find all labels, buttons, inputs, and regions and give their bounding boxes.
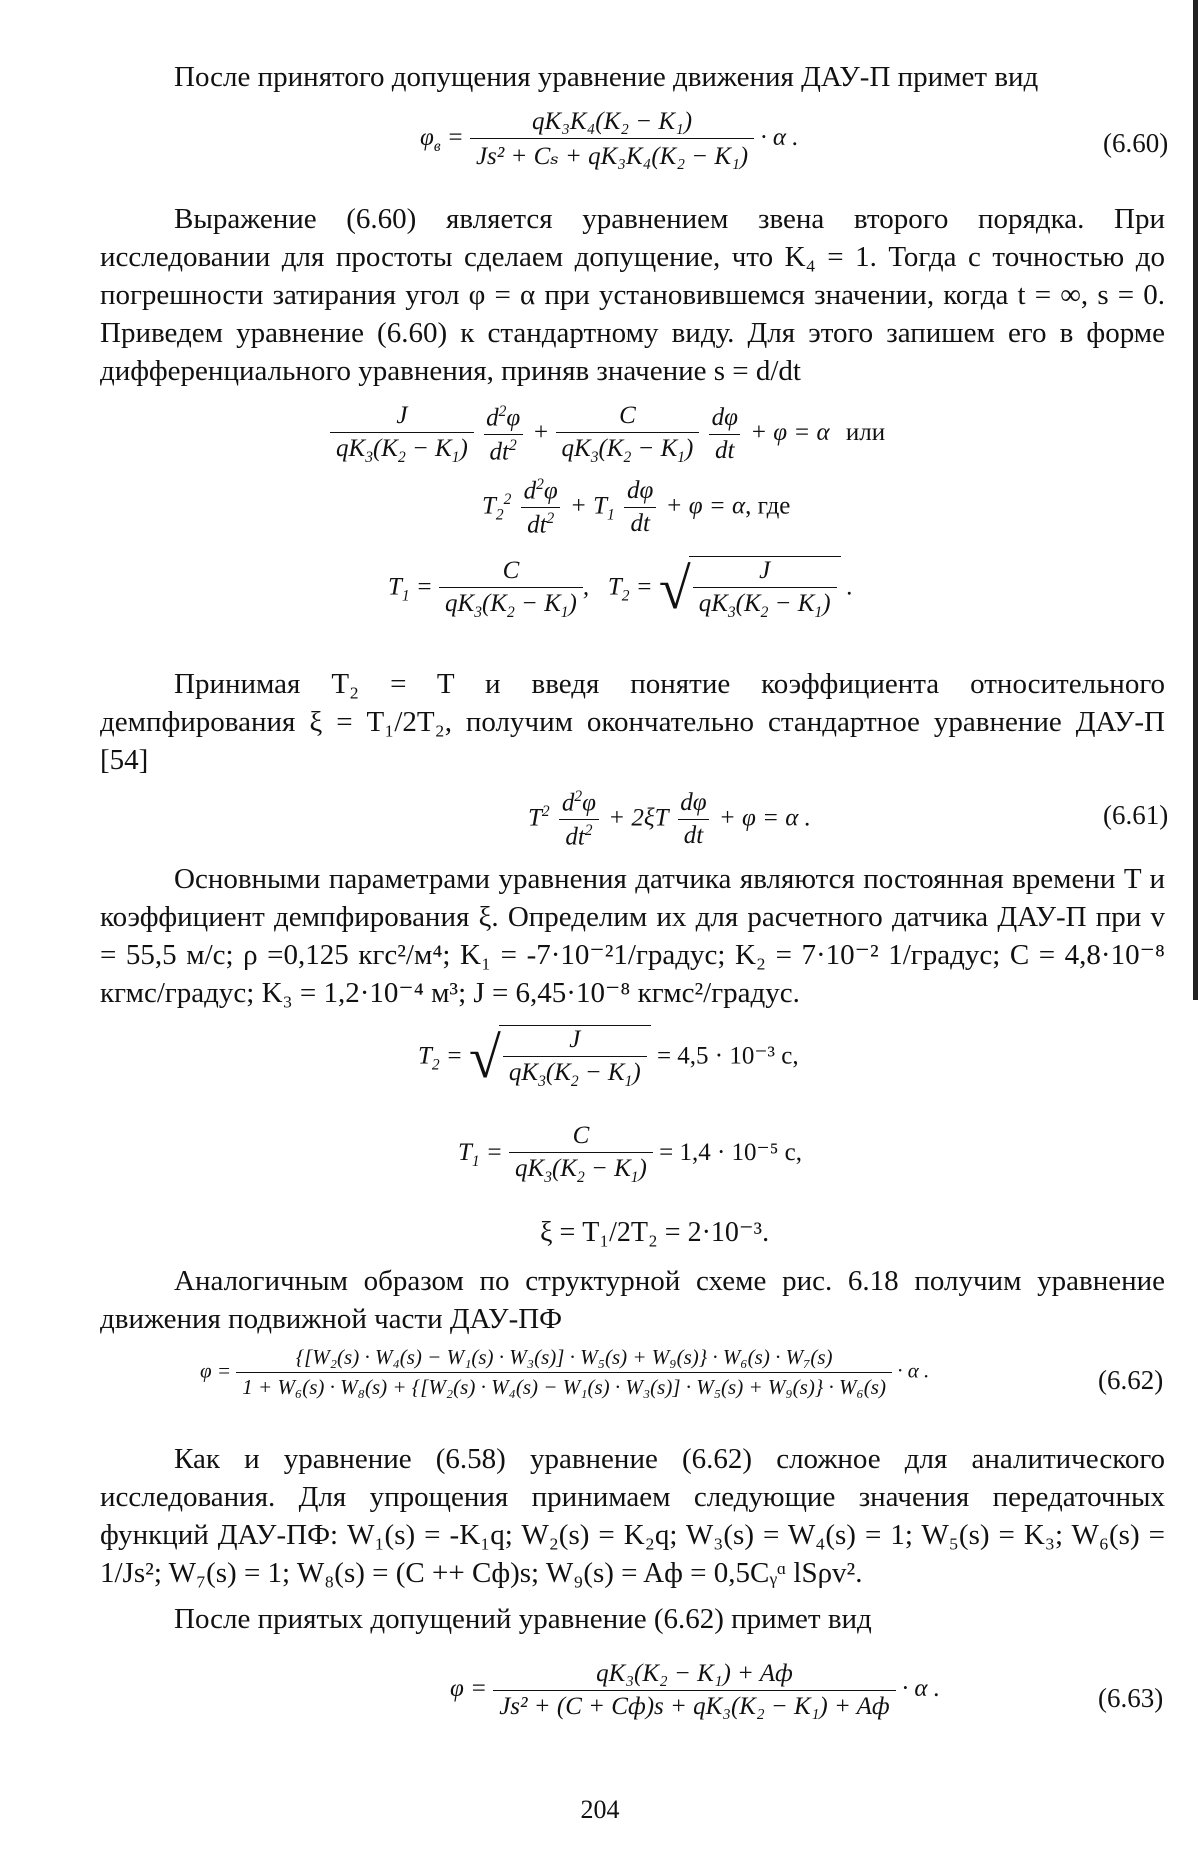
eq660-numerator: qK₃K₄(K₂ − K₁) — [532, 108, 693, 135]
equation-label-6-62: (6.62) — [1098, 1365, 1164, 1395]
equation-6-62: φ = {[W₂(s) · W₄(s) − W₁(s) · W₃(s)] · W₅(s) + W₉(s)} · W₆(s) · W₇(s) 1 + W₆(s) · W₈(s) + {[W₂(s) · W₄(s) − W₁(s) · W₃(s)] · W₅(s) + W₉(s)} · W₆(s) · α . — [200, 1345, 930, 1399]
equation-6-61: $T^2$ $\frac{d^2\varphi}{dt^2}$ + 2ξT $\frac{d\varphi}{dt}$ + φ = α . — [528, 788, 811, 851]
paragraph-parameters: Основными параметрами уравнения датчика являются постоянная времени T и коэффициент демпфирования ξ. Определим их для расчетного датчика ДАУ-П при v = 55,5 м/с; ρ =0,125 кгс²/м⁴; K₁ = -7·10⁻²1/градус; K₂ = 7·10⁻² 1/градус; C = 4,8·10⁻⁸ кгмс/градус; K₃ = 1,2·10⁻⁴ м³; J = 6,45·10⁻⁸ кгмс²/градус. — [100, 863, 1165, 1009]
eq663-numerator: qK₃(K₂ − K₁) + Aф — [596, 1660, 793, 1687]
equation-time-constants: $T_2^2$ $\frac{d^2\varphi}{dt^2}$ + $T_1$ $\frac{d\varphi}{dt}$ + φ = α, где — [482, 476, 791, 539]
equation-6-60: $\varphi_в$ = $\frac{\text{qK₃K₄(K₂ − K₁)}}{\text{Js² + Cₛ + qK₃K₄(K₂ − K₁)}}$ · α . — [420, 108, 799, 170]
equation-6-63: φ = $\frac{\text{qK₃(K₂ − K₁) + Aф}}{\text{Js² + (C + Cф)s + qK₃(K₂ − K₁) + Aф}}$ · α . — [450, 1660, 941, 1720]
equation-t1-t2-definitions: $T_1$ = $\frac{C}{qK_3(K_2 - K_1)}$ , $T_2$ = √ $\frac{J}{qK_3(K_2 - K_1)}$ . — [388, 556, 854, 621]
equation-t1-value: $T_1$ = $\frac{C}{qK_3(K_2 - K_1)}$ = 1,4 · 10⁻⁵ c, — [458, 1122, 803, 1186]
text-where: , где — [745, 492, 791, 520]
paragraph-second-order: Выражение (6.60) является уравнением звена второго порядка. При исследовании для простоты сделаем допущение, что K₄ = 1. Тогда с точностью до погрешности затирания угол φ = α при установившемся значении, когда t = ∞, s = 0. Приведем уравнение (6.60) к стандартному виду. Для этого запишем его в форме дифференциального уравнения, приняв значение s = d/dt — [100, 203, 1165, 387]
paragraph-damping: Принимая T₂ = T и введя понятие коэффициента относительного демпфирования ξ = T₁/2T₂, получим окончательно стандартное уравнение ДАУ-П [54] — [100, 668, 1165, 776]
equation-xi-value: ξ = T₁/2T₂ = 2·10⁻³. — [540, 1217, 770, 1248]
equation-differential: $\frac{J}{qK_3(K_2 - K_1)}$ $\frac{d^2\varphi}{dt^2}$ + $\frac{C}{qK_3(K_2 - K_1)}$ $\frac{d\varphi}{dt}$ + φ = α или — [330, 402, 885, 467]
scan-edge — [1193, 0, 1198, 1000]
equation-t2-value: $T_2$ = √ $\frac{J}{qK_3(K_2 - K_1)}$ = 4,5 · 10⁻³ c, — [418, 1025, 799, 1090]
eq663-denominator: Js² + (C + Cф)s + qK₃(K₂ − K₁) + Aф — [493, 1690, 895, 1721]
equation-label-6-61: (6.61) — [1103, 800, 1169, 830]
eq662-denominator: 1 + W₆(s) · W₈(s) + {[W₂(s) · W₄(s) − W₁(s) · W₃(s)] · W₅(s) + W₉(s)} · W₆(s) — [236, 1372, 892, 1400]
equation-label-6-63: (6.63) — [1098, 1683, 1164, 1713]
paragraph-structural-scheme: Аналогичным образом по структурной схеме рис. 6.18 получим уравнение движения подвижной части ДАУ-ПФ — [100, 1265, 1165, 1335]
page-number: 204 — [580, 1795, 620, 1824]
paragraph-after-assumptions: После приятых допущений уравнение (6.62) примет вид — [174, 1603, 872, 1635]
paragraph-transfer-functions: Как и уравнение (6.58) уравнение (6.62) сложное для аналитического исследования. Для упрощения принимаем следующие значения передаточных функций ДАУ-ПФ: W₁(s) = -K₁q; W₂(s) = K₂q; W₃(s) = W₄(s) = 1; W₅(s) = K₃; W₆(s) = 1/Js²; W₇(s) = 1; W₈(s) = (C ++ Cф)s; W₉(s) = Aф = 0,5Cᵧᵅ lSρv². — [100, 1443, 1165, 1589]
text-or: или — [845, 419, 886, 447]
paragraph-intro: После принятого допущения уравнение движения ДАУ-П примет вид — [174, 61, 1039, 93]
eq662-numerator: {[W₂(s) · W₄(s) − W₁(s) · W₃(s)] · W₅(s) + W₉(s)} · W₆(s) · W₇(s) — [295, 1345, 833, 1369]
equation-label-6-60: (6.60) — [1103, 128, 1169, 158]
eq660-denominator: Js² + Cₛ + qK₃K₄(K₂ − K₁) — [470, 138, 754, 171]
